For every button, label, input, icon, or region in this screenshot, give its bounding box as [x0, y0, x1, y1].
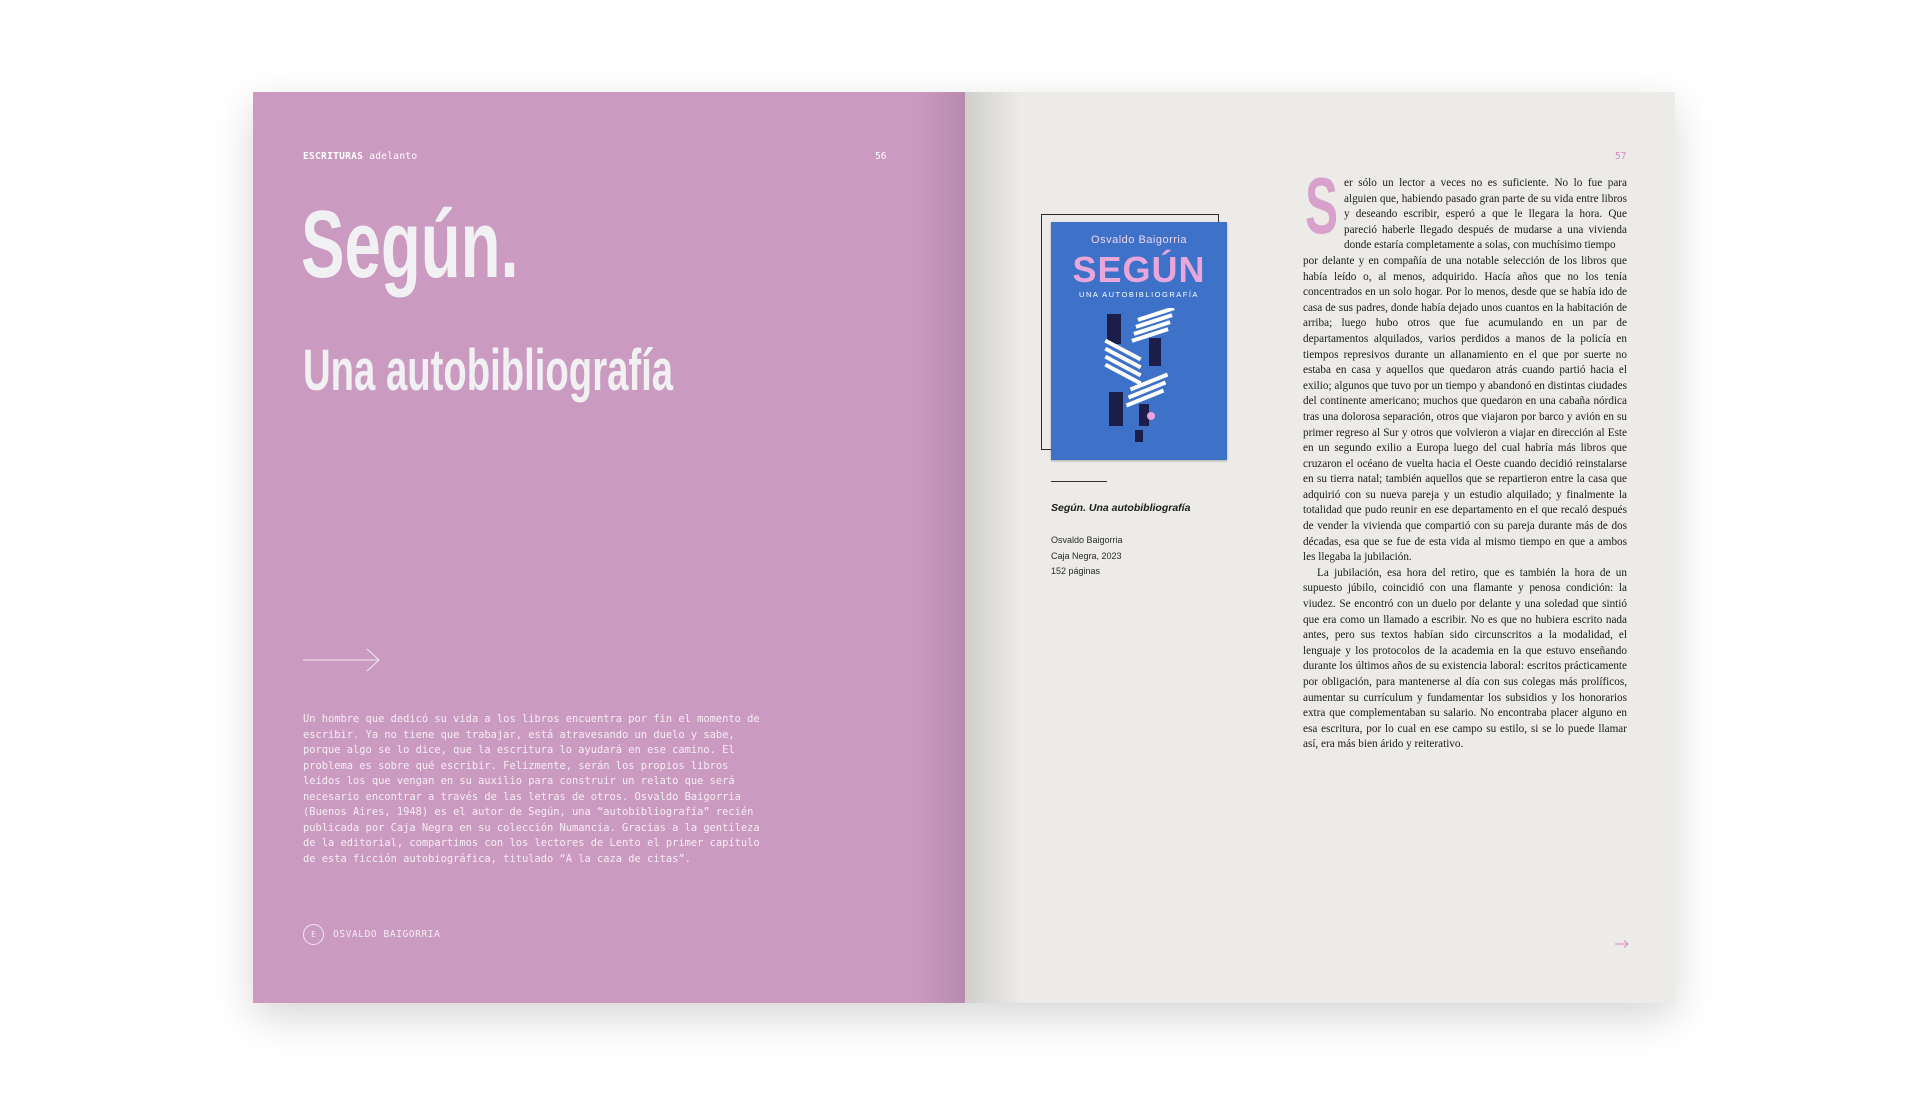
cover-author: Osvaldo Baigorria [1091, 234, 1187, 246]
section-label: ESCRITURAS [303, 151, 364, 162]
page-number-right: 57 [1615, 151, 1627, 162]
cover-illustration [1089, 308, 1189, 448]
article-body [1303, 176, 1627, 753]
article-title: Según. [301, 191, 519, 298]
drop-cap: S [1305, 161, 1339, 250]
body-paragraph-1a: er sólo un lector a veces no es suficiente. No lo fue para alguien que, habiendo pasado gran parte de su vida entre libros y deseando escribir, esperó a que le llegara la hora. Que pareció haberle llegado después de mudarse a una vivienda donde estaría completamente a solas, con muchísimo tiempo [1344, 177, 1627, 252]
right-page [965, 92, 1675, 1003]
caption-meta [1051, 533, 1123, 580]
caption-rule [1051, 481, 1107, 482]
cover-subtitle: UNA AUTOBIBLIOGRAFÍA [1079, 290, 1199, 299]
section-tag: adelanto [369, 151, 418, 162]
author-badge: E [303, 924, 324, 945]
article-subtitle: Una autobibliografía [303, 338, 674, 403]
body-paragraph-2: La jubilación, esa hora del retiro, que es también la hora de un supuesto júbilo, coincidió con una flamante y penosa condición: la viudez. Se encontró con un duelo por delante y una soledad que sintió que era como un llamado a escribir. No es que no hubiera escrito nada antes, pero sus textos habían sido circunscritos a la modalidad, el lenguaje y los protocolos de la academia en la que estuvo enseñando durante los últimos años de su existencia laboral: escritos prácticamente por obligación, para mantenerse al día con sus colegas más prolíficos, aumentar su currículum y fundamentar los subsidios y los honorarios extra que complementaban su salario. No encontraba placer alguno en esa escritura, por lo cual en ese campo su estilo, si se lo puede llamar así, era más bien árido y reiterativo. [1303, 566, 1627, 751]
book-cover [1051, 222, 1227, 460]
caption-publisher: Caja Negra, 2023 [1051, 550, 1122, 561]
caption-title: Según. Una autobibliografía [1051, 502, 1191, 514]
author-name: OSVALDO BAIGORRIA [333, 929, 441, 940]
arrow-right-icon [303, 648, 381, 672]
cover-title: SEGÚN [1072, 249, 1206, 290]
intro-paragraph: Un hombre que dedicó su vida a los libros encuentra por fin el momento de escribir. Ya no tiene que trabajar, está atravesando un duelo y sabe, porque algo se lo dice, que la escritura lo ayudará en ese camino. El problema es sobre qué escribir. Felizmente, serán los propios libros leídos los que vengan en su auxilio para construir un relato que será necesario encontrar a través de las letras de otros. Osvaldo Baigorria (Buenos Aires, 1948) es el autor de Según, una “autobibliografía” recién publicada por Caja Negra en su colección Numancia. Gracias a la gentileza de la editorial, compartimos con los lectores de Lento el primer capítulo de esta ficción autobiográfica, titulado “A la caza de citas”. [303, 713, 760, 865]
left-page [253, 92, 965, 1003]
page-number-left: 56 [875, 151, 887, 162]
running-header [303, 151, 417, 162]
body-paragraph-1b: por delante y en compañía de una notable selección de los libros que había leído o, al menos, adquirido. Hacía años que no los tenía concentrados en un solo hogar. Por lo menos, desde que se había ido de casa de sus padres, donde había dejado unos cuantos en la habitación de arriba; luego hubo otros que fue acumulando en un par de departamentos alquilados, varios perdidos a manos de la policía en tiempos represivos durante un allanamiento en el que por suerte no estaba en casa y aquellos que quedaron atrás cuando partió hacia el exilio; algunos que tuvo por un tiempo y abandonó en distintas ciudades del continente americano; muchos que quedaron en una cabaña nórdica tras una dolorosa separación, otros que viajaron por barco y avión en su primer regreso al Sur y otros que volvieron a viajar en dirección al Este en un segundo exilio a Europa luego del cual habría más libros que cruzaron el océano de vuelta hacia el Oeste cuando decidió reinstalarse en su tierra natal; también aquellos que se repartieron entre la casa que adquirió con su nueva pareja y un estudio alquilado; y finalmente la totalidad que pudo reunir en ese departamento en el que recaló después de vender la vivienda que compartió con su pareja durante más de dos décadas, esa que se fue de esta vida al mismo tiempo en que a ambos les llegaba la jubilación. [1303, 254, 1627, 564]
caption-pages: 152 páginas [1051, 566, 1101, 576]
caption-author: Osvaldo Baigorria [1051, 535, 1123, 545]
continue-arrow-icon [1615, 940, 1629, 948]
